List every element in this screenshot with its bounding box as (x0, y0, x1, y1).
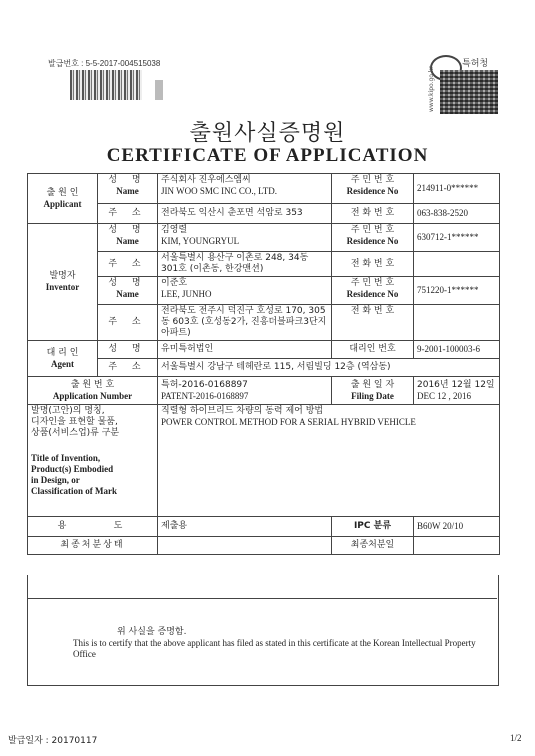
inventor1-address: 서울특별시 용산구 이촌로 248, 34동 301호 (이촌동, 한강맨션) (158, 252, 332, 277)
agent-reg-value: 9-2001-100003-6 (414, 341, 500, 359)
application-label-en: Application Number (52, 390, 133, 401)
inventor1-resid-label-ko: 주 민 번 호 (350, 225, 395, 235)
inventor1-resid-label-en: Residence No (346, 236, 399, 246)
applicant-name-ko: 주식회사 진우에스엠씨 (161, 175, 251, 185)
certification-english: This is to certify that the above applicant has filed as stated in this certificate at the Korean Intellectual Property Office (73, 638, 476, 659)
application-label-cell (28, 377, 158, 405)
filing-date-cell (414, 377, 500, 405)
filing-date-en: DEC 12 , 2016 (417, 390, 471, 401)
applicant-name-en: JIN WOO SMC INC CO., LTD. (161, 186, 278, 196)
agent-label-ko: 대 리 인 (46, 347, 79, 358)
invention-label-en-1: Title of Invention, (31, 453, 101, 463)
invention-title-ko: 직렬형 하이브리드 차량의 동력 제어 방법 (161, 406, 324, 416)
invention-label-ko-3: 상품(서비스업)류 구분 (31, 428, 120, 438)
inventor2-phone (414, 305, 500, 341)
filing-date-ko: 2016년 12월 12일 (417, 379, 495, 390)
agent-reg-label: 대리인 번호 (332, 341, 414, 359)
invention-label-en-3: in Design, or (31, 475, 80, 485)
certification-divider (27, 598, 497, 599)
issue-number: 발급번호 : 5-5-2017-004515038 (48, 59, 161, 68)
final-date-value (414, 537, 500, 555)
inventor2-resid-label-ko: 주 민 번 호 (350, 278, 395, 288)
application-number-en: PATENT-2016-0168897 (161, 390, 249, 401)
inventor-label-en: Inventor (45, 282, 80, 292)
usage-label-2: 도 (113, 521, 123, 531)
inventor1-phone-label: 전 화 번 호 (332, 252, 414, 277)
applicant-address: 전라북도 익산시 춘포면 석암로 353 (158, 204, 332, 224)
title-korean: 출원사실증명원 (189, 121, 346, 146)
inventor-label-ko: 발명자 (49, 271, 76, 281)
inventor2-resid-label-en: Residence No (346, 289, 399, 299)
inventor-label-cell (28, 224, 98, 341)
applicant-resid-value: 214911-0****** (414, 174, 500, 204)
inventor2-name-ko: 이준호 (161, 278, 188, 288)
usage-value: 제출용 (158, 517, 332, 537)
invention-title-en: POWER CONTROL METHOD FOR A SERIAL HYBRID VEHICLE (161, 417, 416, 427)
applicant-name-label-en: Name (116, 186, 139, 196)
invention-label-en-2: Product(s) Embodied (31, 464, 114, 474)
invention-title-cell (158, 405, 500, 517)
final-date-label: 최종처분일 (332, 537, 414, 555)
inventor1-name-cell (158, 224, 332, 252)
inventor2-name-label-en: Name (116, 289, 139, 299)
applicant-label-ko: 출 원 인 (46, 187, 79, 198)
filing-date-label-cell (332, 377, 414, 405)
invention-label-cell (28, 405, 158, 517)
inventor2-name-en: LEE, JUNHO (161, 289, 212, 299)
inventor1-name-label-cell (98, 224, 158, 252)
certification-box (27, 575, 499, 686)
usage-label-cell (28, 517, 158, 537)
filing-date-label-en: Filing Date (351, 390, 394, 401)
page-number: 1/2 (510, 733, 522, 743)
ipc-label: IPC 분류 (332, 517, 414, 537)
certificate-table (27, 173, 500, 555)
invention-label-ko-2: 디자인을 표현할 물품, (31, 417, 118, 427)
inventor1-resid-value: 630712-1****** (414, 224, 500, 252)
agent-label-cell (28, 341, 98, 377)
applicant-resid-label-ko: 주 민 번 호 (350, 175, 395, 185)
invention-label-ko-1: 발명(고안)의 명칭, (31, 406, 105, 416)
applicant-label-en: Applicant (43, 198, 82, 209)
title-english: CERTIFICATE OF APPLICATION (106, 145, 429, 166)
issue-date: 발급일자 : 20170117 (8, 736, 98, 746)
inventor2-phone-label: 전 화 번 호 (332, 305, 414, 341)
ipc-value: B60W 20/10 (414, 517, 500, 537)
inventor2-address: 전라북도 전주시 덕진구 호성로 170, 305동 603호 (호성동2가, 진흥더블파크3단지아파트) (158, 305, 332, 341)
status-label: 최종처분상태 (28, 537, 158, 555)
application-number-ko: 특허-2016-0168897 (161, 379, 248, 390)
inventor1-resid-label-cell (332, 224, 414, 252)
inventor1-phone (414, 252, 500, 277)
filing-date-label-ko: 출 원 일 자 (350, 379, 395, 390)
agent-name-label: 성 명 (98, 341, 158, 359)
usage-label-1: 용 (57, 521, 67, 531)
inventor1-addr-label: 주 소 (98, 252, 158, 277)
inventor2-name-label-ko: 성 명 (108, 278, 147, 288)
applicant-phone-label: 전 화 번 호 (332, 204, 414, 224)
inventor1-name-label-en: Name (116, 236, 139, 246)
inventor2-addr-label: 주 소 (98, 305, 158, 341)
inventor2-resid-label-cell (332, 277, 414, 305)
qr-code-image (440, 70, 498, 114)
application-label-ko: 출 원 번 호 (70, 379, 115, 390)
applicant-resid-label-en: Residence No (346, 186, 399, 196)
agent-name: 유미특허법인 (158, 341, 332, 359)
office-url: www.kipo.go.kr (428, 66, 435, 112)
applicant-label-cell (28, 174, 98, 224)
applicant-name-label-cell (98, 174, 158, 204)
inventor2-name-cell (158, 277, 332, 305)
applicant-resid-label-cell (332, 174, 414, 204)
inventor1-name-ko: 김영렬 (161, 225, 188, 235)
agent-addr-label: 주 소 (98, 359, 158, 377)
applicant-name-label-ko: 성 명 (108, 175, 147, 185)
applicant-addr-label: 주 소 (98, 204, 158, 224)
certification-korean: 위 사실을 증명함. (117, 627, 187, 637)
status-value (158, 537, 332, 555)
applicant-phone: 063-838-2520 (414, 204, 500, 224)
invention-label-en-4: Classification of Mark (31, 486, 117, 496)
barcode-image (70, 70, 142, 100)
agent-address: 서울특별시 강남구 테헤란로 115, 서림빌딩 12층 (역삼동) (158, 359, 500, 377)
inventor2-name-label-cell (98, 277, 158, 305)
application-number-cell (158, 377, 332, 405)
applicant-name-cell (158, 174, 332, 204)
inventor1-name-label-ko: 성 명 (108, 225, 147, 235)
office-mark: 특허청 (462, 59, 489, 69)
inventor2-resid-value: 751220-1****** (414, 277, 500, 305)
inventor1-name-en: KIM, YOUNGRYUL (161, 236, 240, 246)
agent-label-en: Agent (51, 358, 74, 369)
barcode-mark (155, 80, 163, 100)
